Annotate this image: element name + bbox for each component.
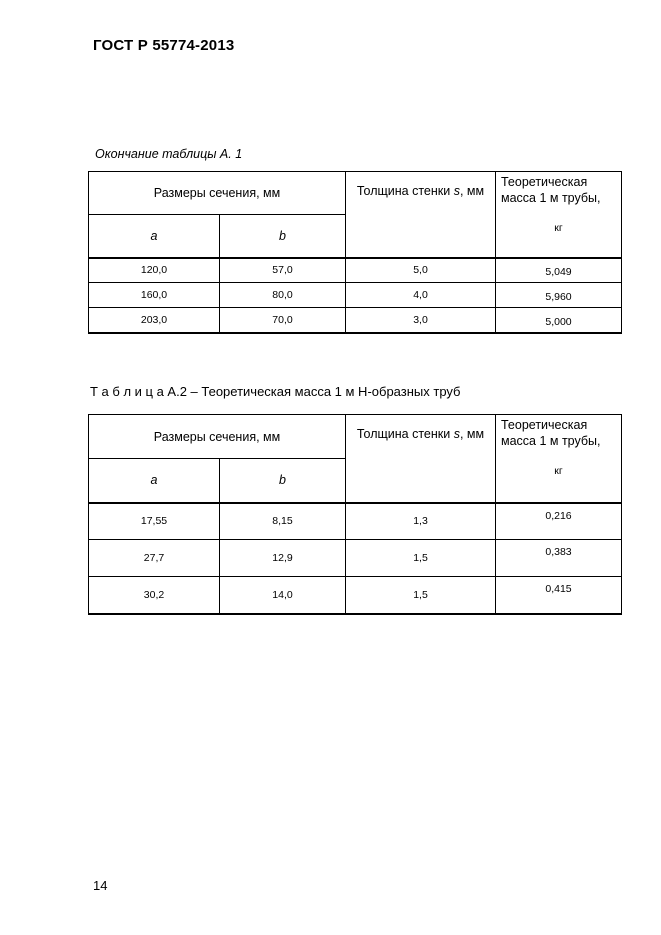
- cell-b: 14,0: [220, 577, 346, 614]
- cell-a: 30,2: [89, 577, 220, 614]
- header-mass-unit: кг: [554, 222, 563, 234]
- cell-mass: 5,049: [496, 258, 622, 283]
- cell-mass: 0,415: [496, 577, 622, 614]
- cell-a: 160,0: [89, 283, 220, 308]
- header-wall-thickness: [346, 415, 496, 503]
- header-mass-unit: кг: [554, 465, 563, 477]
- cell-mass: 0,216: [496, 503, 622, 540]
- cell-s: 1,5: [346, 540, 496, 577]
- header-section-size: Размеры сечения, мм: [89, 172, 346, 215]
- table1-caption: Окончание таблицы А. 1: [95, 147, 243, 161]
- table-row: [89, 540, 622, 577]
- header-wall-thickness: [346, 172, 496, 258]
- cell-a: 120,0: [89, 258, 220, 283]
- cell-s: 3,0: [346, 308, 496, 333]
- cell-a: 203,0: [89, 308, 220, 333]
- table-row: [89, 503, 622, 540]
- cell-s: 1,3: [346, 503, 496, 540]
- header-wall-thickness-text: Толщина стенки s, мм: [356, 184, 485, 198]
- header-a: a: [89, 215, 220, 258]
- document-code: ГОСТ Р 55774-2013: [93, 37, 235, 54]
- table-a1: [88, 171, 622, 334]
- cell-mass: 5,000: [496, 308, 622, 333]
- header-mass: [496, 172, 622, 258]
- cell-b: 80,0: [220, 283, 346, 308]
- header-a: a: [89, 459, 220, 503]
- header-mass-text: Теоретическая масса 1 м трубы,: [501, 418, 601, 448]
- header-mass-text: Теоретическая масса 1 м трубы,: [501, 175, 601, 205]
- cell-b: 57,0: [220, 258, 346, 283]
- header-mass: [496, 415, 622, 503]
- cell-s: 5,0: [346, 258, 496, 283]
- header-b: b: [220, 459, 346, 503]
- table-row: [89, 308, 622, 333]
- cell-mass: 0,383: [496, 540, 622, 577]
- cell-s: 1,5: [346, 577, 496, 614]
- cell-a: 17,55: [89, 503, 220, 540]
- header-section-size: Размеры сечения, мм: [89, 415, 346, 459]
- table-row: [89, 283, 622, 308]
- table2-caption: Т а б л и ц а А.2 – Теоретическая масса 1 м Н-образных труб: [90, 384, 461, 399]
- table-a2: [88, 414, 622, 615]
- cell-a: 27,7: [89, 540, 220, 577]
- cell-b: 70,0: [220, 308, 346, 333]
- cell-b: 8,15: [220, 503, 346, 540]
- table-row: [89, 258, 622, 283]
- cell-b: 12,9: [220, 540, 346, 577]
- cell-s: 4,0: [346, 283, 496, 308]
- header-b: b: [220, 215, 346, 258]
- table-row: [89, 577, 622, 614]
- header-wall-thickness-text: Толщина стенки s, мм: [356, 427, 485, 441]
- page-number: 14: [93, 878, 108, 893]
- cell-mass: 5,960: [496, 283, 622, 308]
